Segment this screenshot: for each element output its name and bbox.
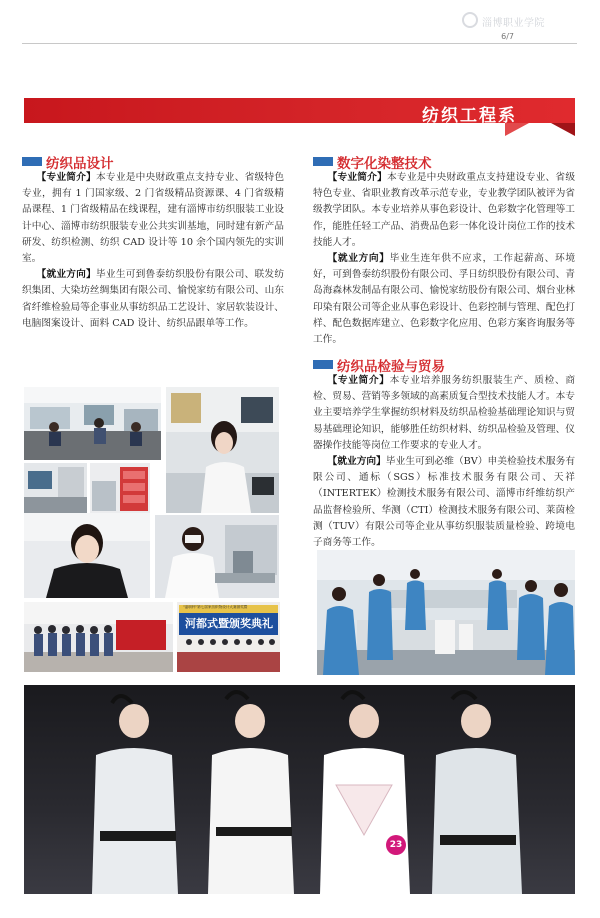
award-ceremony-photo <box>177 602 280 672</box>
section-body <box>22 170 284 332</box>
student-computer-photo <box>166 387 279 513</box>
section-marker-icon <box>22 157 42 166</box>
lab-technician-photo <box>155 515 279 598</box>
section-marker-icon <box>313 360 333 369</box>
school-logo-text: 淄博职业学院 <box>482 18 545 29</box>
fashion-show-photo <box>24 685 575 894</box>
section-heading <box>22 153 282 172</box>
intro-text: 本专业是中央财政重点支持建设专业、省级特色专业、省职业教育改革示范专业，专业教学团队被评为省级教学团队。本专业培养从事色彩设计、色彩数字化管理等工作，能胜任轻工产品、消费品色彩一体化设计岗位工作的技术技能人才。 <box>313 172 576 248</box>
inspection-lab-photo <box>317 550 575 675</box>
career-text: 毕业生连年供不应求，工作起薪高、环境好，可到鲁泰纺织股份有限公司、孚日纺织股份有限公司、青岛海森林发制品有限公司、愉悦家纺股份有限公司、烟台业林印染有限公司等企业从事色彩设计、色彩控制与管理、配色打样、配色数据库建立、色彩数字化应用、色彩方案咨询服务等工作。 <box>313 253 576 346</box>
intro-tag: 【专业简介】 <box>327 172 387 183</box>
section-heading <box>313 153 573 172</box>
career-tag: 【就业方向】 <box>327 456 386 468</box>
school-logo <box>462 12 572 32</box>
career-text: 毕业生可到鲁泰纺织股份有限公司、联发纺织集团、大染坊丝绸集团有限公司、愉悦家纺有限公司、山东省纤维检验局等企事业从事纺织品工艺设计、家居软装设计、电脑图案设计、面料 CAD 设计、纺织品跟单等工作。 <box>22 269 285 329</box>
intro-paragraph <box>22 170 284 267</box>
school-emblem-icon <box>462 12 478 28</box>
header-divider <box>22 43 577 44</box>
intro-text: 本专业是中央财政重点支持专业、省级特色专业，拥有 1 门国家级、2 门省级精品资源课、4 门省级精品课程、1 门省级精品在线课程，建有淄博市纺织服装工业设计中心、淄博市纺织服装专业公共实训基地，同时建有新产品研发、纺织检测、纺织 CAD 设计等 10 余个国内领先的实训室。 <box>22 172 285 265</box>
model-number-tag: 23 <box>389 840 403 850</box>
department-banner <box>24 98 575 126</box>
career-paragraph <box>22 267 284 332</box>
section-title: 纺织品设计 <box>46 156 114 172</box>
section-marker-icon <box>313 157 333 166</box>
page-number: 6/7 <box>501 32 514 41</box>
student-portrait-photo <box>24 513 150 598</box>
intro-tag: 【专业简介】 <box>36 172 96 183</box>
section-body <box>313 373 575 551</box>
banner-fold-decoration <box>505 123 529 136</box>
section-body <box>313 170 575 348</box>
career-text: 毕业生可到必维（BV）申美检验技术服务有限公司、通标（SGS）标准技术服务有限公司、天祥（INTERTEK）检测技术服务有限公司、淄博市纤维纺织产品监督检验所、华测（CTI）检测技术服务有限公司、莱茵检测（TUV）有限公司等企业从事纺织服装质量检验、跨境电子商务等工作。 <box>313 456 576 549</box>
intro-paragraph <box>313 373 575 454</box>
banner-fold-decoration <box>551 123 575 136</box>
group-event-photo <box>24 602 173 672</box>
ceremony-banner-title: 河都式暨颁奖典礼 <box>185 617 273 630</box>
career-paragraph <box>313 454 575 551</box>
section-heading <box>313 356 573 375</box>
career-tag: 【就业方向】 <box>36 269 96 281</box>
section-title: 数字化染整技术 <box>337 156 432 172</box>
section-title: 纺织品检验与贸易 <box>337 359 445 375</box>
intro-tag: 【专业简介】 <box>327 375 390 386</box>
career-paragraph <box>313 251 575 348</box>
ceremony-banner-subtitle: "淄职杯"第七届家纺织物设计大赛颁奖暨 <box>183 605 248 609</box>
lab-shelves-photo <box>90 463 150 513</box>
lab-cabinet-photo <box>24 463 87 513</box>
lab-classroom-photo <box>24 387 161 460</box>
intro-text: 本专业培养服务纺织服装生产、质检、商检、贸易、营销等多领域的高素质复合型技术技能人才。本专业主要培养学生掌握纺织材料及纺织品检验基础理论知识与贸易基础理论知识，能够胜任纺织材料、纺织品检验及管理、仪器操作技能等岗位工作要求的专业人才。 <box>313 375 576 451</box>
intro-paragraph <box>313 170 575 251</box>
career-tag: 【就业方向】 <box>327 253 390 265</box>
department-title: 纺织工程系 <box>422 106 517 126</box>
